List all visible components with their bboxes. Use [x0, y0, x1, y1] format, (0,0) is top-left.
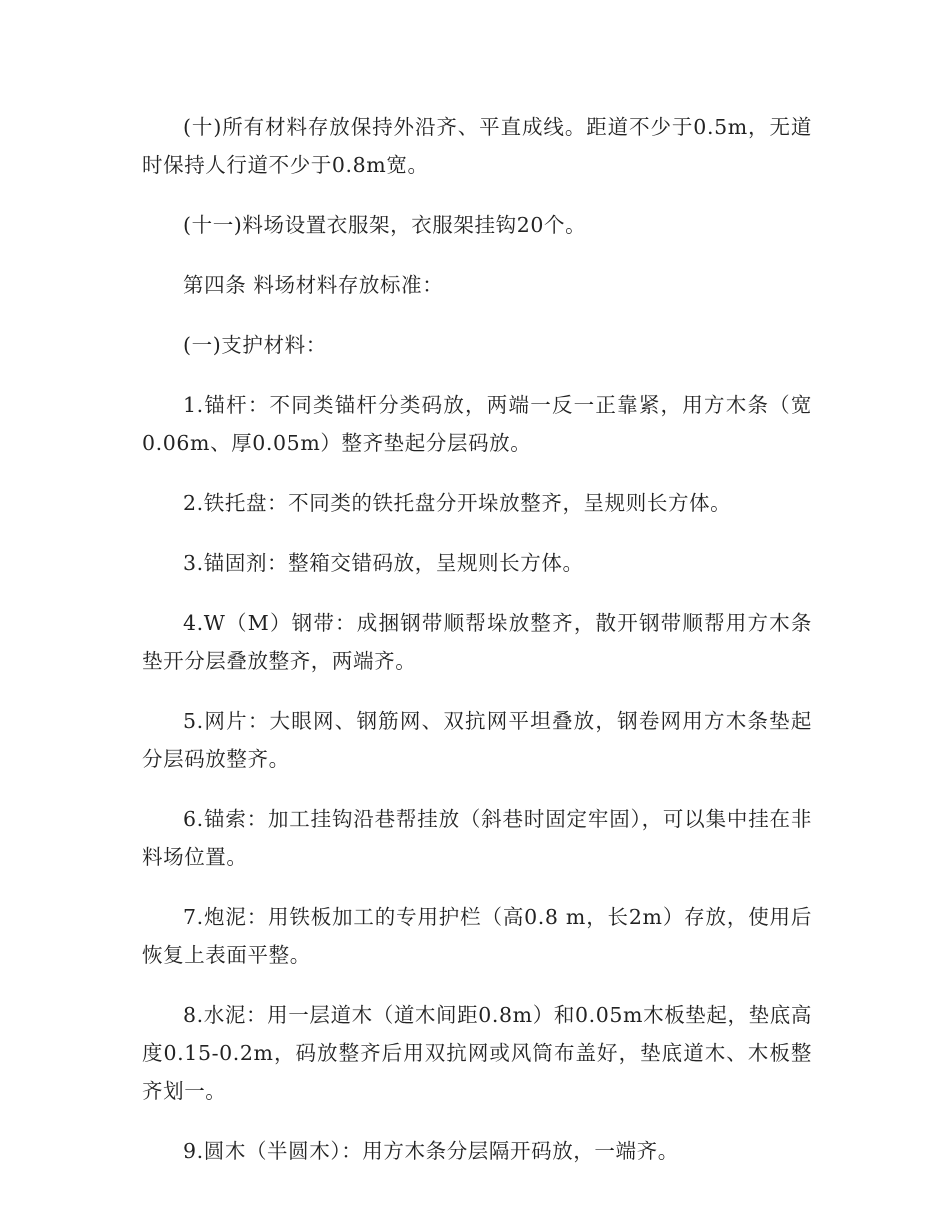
- paragraph-stemming: 7.炮泥：用铁板加工的专用护栏（高0.8 m，长2m）存放，使用后恢复上表面平整。: [142, 905, 812, 967]
- paragraph-anchor-bolt: 1.锚杆：不同类锚杆分类码放，两端一反一正靠紧，用方木条（宽0.06m、厚0.05m）整齐垫起分层码放。: [142, 393, 812, 455]
- document-body: [142, 108, 812, 1192]
- paragraph-item-10: (十)所有材料存放保持外沿齐、平直成线。距道不少于0.5m，无道时保持人行道不少于0.8m宽。: [142, 115, 812, 177]
- paragraph-steel-strip: 4.W（M）钢带：成捆钢带顺帮垛放整齐，散开钢带顺帮用方木条垫开分层叠放整齐，两端齐。: [142, 611, 812, 673]
- paragraph-item-11: (十一)料场设置衣服架，衣服架挂钩20个。: [183, 213, 587, 237]
- paragraph-iron-tray: 2.铁托盘：不同类的铁托盘分开垛放整齐，呈规则长方体。: [183, 491, 732, 515]
- paragraph-mesh: 5.网片：大眼网、钢筋网、双抗网平坦叠放，钢卷网用方木条垫起分层码放整齐。: [142, 709, 812, 771]
- paragraph-anchoring-agent: 3.锚固剂：整箱交错码放，呈规则长方体。: [183, 551, 584, 575]
- paragraph-cement: 8.水泥：用一层道木（道木间距0.8m）和0.05m木板垫起，垫底高度0.15-0.2m，码放整齐后用双抗网或风筒布盖好，垫底道木、木板整齐划一。: [142, 1003, 812, 1103]
- paragraph-round-timber: 9.圆木（半圆木）：用方木条分层隔开码放，一端齐。: [183, 1139, 679, 1163]
- paragraph-anchor-cable: 6.锚索：加工挂钩沿巷帮挂放（斜巷时固定牢固），可以集中挂在非料场位置。: [142, 807, 812, 869]
- section-heading-support: (一)支护材料：: [183, 333, 327, 357]
- article-heading: 第四条 料场材料存放标准：: [183, 273, 444, 297]
